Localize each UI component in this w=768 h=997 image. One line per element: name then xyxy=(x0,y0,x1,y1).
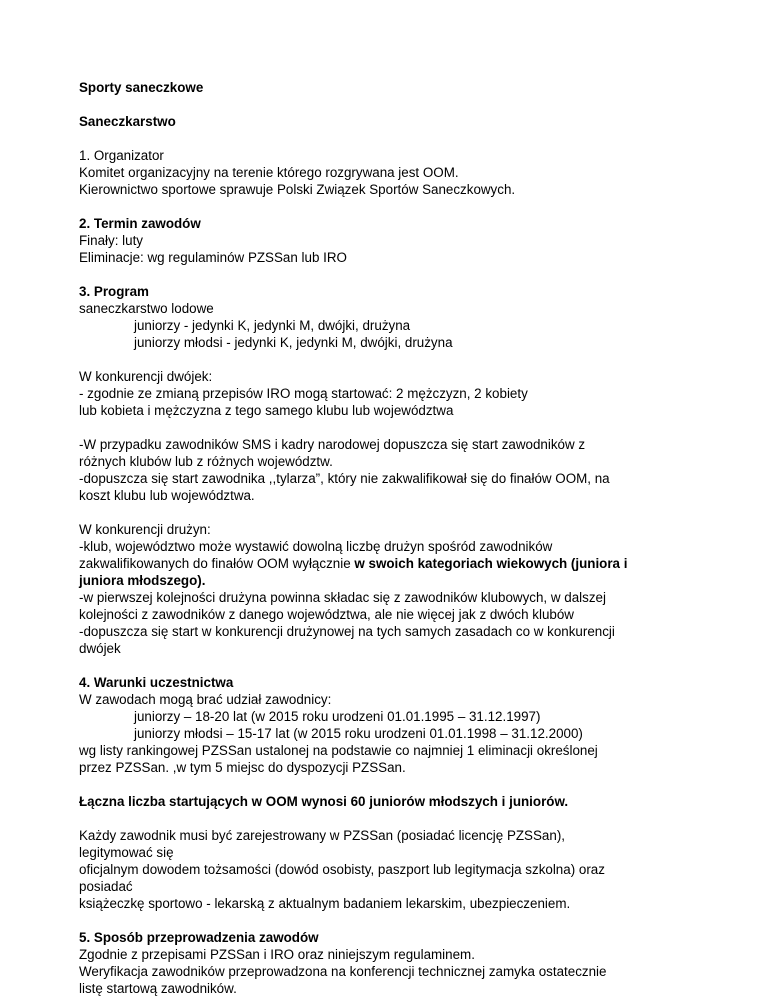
section-3-text: różnych klubów lub z różnych województw. xyxy=(79,454,333,469)
section-5-heading: 5. Sposób przeprowadzenia zawodów xyxy=(79,930,319,945)
section-4-text: przez PZSSan. ,w tym 5 miejsc do dyspozycji PZSSan. xyxy=(79,760,406,775)
section-3-text: W konkurencji drużyn: xyxy=(79,522,211,537)
section-3-text: -dopuszcza się start w konkurencji drużynowej na tych samych zasadach co w konkurencji xyxy=(79,624,615,639)
section-3-text xyxy=(79,555,689,572)
section-3-text: - zgodnie ze zmianą przepisów IRO mogą startować: 2 mężczyzn, 2 kobiety xyxy=(79,386,528,401)
section-1-text: Komitet organizacyjny na terenie którego rozgrywana jest OOM. xyxy=(79,165,459,180)
section-4-heading: 4. Warunki uczestnictwa xyxy=(79,675,234,690)
section-3-text-bold: w swoich kategoriach wiekowych (juniora i xyxy=(354,556,628,571)
document-page xyxy=(79,79,689,997)
section-2-heading: 2. Termin zawodów xyxy=(79,216,201,231)
section-4-text: wg listy rankingowej PZSSan ustalonej na podstawie co najmniej 1 eliminacji określonej xyxy=(79,743,598,758)
section-2-text: Finały: luty xyxy=(79,233,143,248)
section-3-text-plain: zakwalifikowanych do finałów OOM wyłącznie xyxy=(79,556,355,571)
program-item: juniorzy młodsi - jedynki K, jedynki M, dwójki, drużyna xyxy=(134,335,453,350)
section-4-text: posiadać xyxy=(79,879,133,894)
section-3-text: lub kobieta i mężczyzna z tego samego klubu lub województwa xyxy=(79,403,454,418)
section-4-text: W zawodach mogą brać udział zawodnicy: xyxy=(79,692,332,707)
section-2-text: Eliminacje: wg regulaminów PZSSan lub IRO xyxy=(79,250,347,265)
section-5-text: listę startową zawodników. xyxy=(79,981,237,996)
section-3-text: kolejności z zawodników z danego województwa, ale nie więcej jak z dwóch klubów xyxy=(79,607,574,622)
age-category: juniorzy – 18-20 lat (w 2015 roku urodzeni 01.01.1995 – 31.12.1997) xyxy=(134,709,541,724)
section-4-text: legitymować się xyxy=(79,845,174,860)
section-3-text: W konkurencji dwójek: xyxy=(79,369,213,384)
section-3-text: -klub, województwo może wystawić dowolną liczbę drużyn spośród zawodników xyxy=(79,539,553,554)
section-3-text: -w pierwszej kolejności drużyna powinna składac się z zawodników klubowych, w dalszej xyxy=(79,590,606,605)
section-4-text: książeczkę sportowo - lekarską z aktualnym badaniem lekarskim, ubezpieczeniem. xyxy=(79,896,571,911)
age-category: juniorzy młodsi – 15-17 lat (w 2015 roku urodzeni 01.01.1998 – 31.12.2000) xyxy=(134,726,583,741)
section-4-text: Każdy zawodnik musi być zarejestrowany w PZSSan (posiadać licencję PZSSan), xyxy=(79,828,565,843)
section-3-text: dwójek xyxy=(79,641,121,656)
section-5-text: Weryfikacja zawodników przeprowadzona na konferencji technicznej zamyka ostatecznie xyxy=(79,964,607,979)
section-3-text: saneczkarstwo lodowe xyxy=(79,301,214,316)
section-3-text-bold: juniora młodszego). xyxy=(79,573,206,588)
section-1-text: Kierownictwo sportowe sprawuje Polski Związek Sportów Saneczkowych. xyxy=(79,182,516,197)
section-5-text: Zgodnie z przepisami PZSSan i IRO oraz niniejszym regulaminem. xyxy=(79,947,475,962)
document-subtitle: Saneczkarstwo xyxy=(79,114,176,129)
program-item: juniorzy - jedynki K, jedynki M, dwójki, drużyna xyxy=(134,318,411,333)
section-3-text: -dopuszcza się start zawodnika ,,tylarza”, który nie zakwalifikował się do finałów OOM, na xyxy=(79,471,610,486)
section-4-text: oficjalnym dowodem tożsamości (dowód osobisty, paszport lub legitymacja szkolna) oraz xyxy=(79,862,605,877)
section-3-text: koszt klubu lub województwa. xyxy=(79,488,255,503)
participants-total-note: Łączna liczba startujących w OOM wynosi 60 juniorów młodszych i juniorów. xyxy=(79,794,569,809)
section-1-heading: 1. Organizator xyxy=(79,148,164,163)
document-title: Sporty saneczkowe xyxy=(79,80,204,95)
section-3-text: -W przypadku zawodników SMS i kadry narodowej dopuszcza się start zawodników z xyxy=(79,437,586,452)
section-3-heading: 3. Program xyxy=(79,284,149,299)
